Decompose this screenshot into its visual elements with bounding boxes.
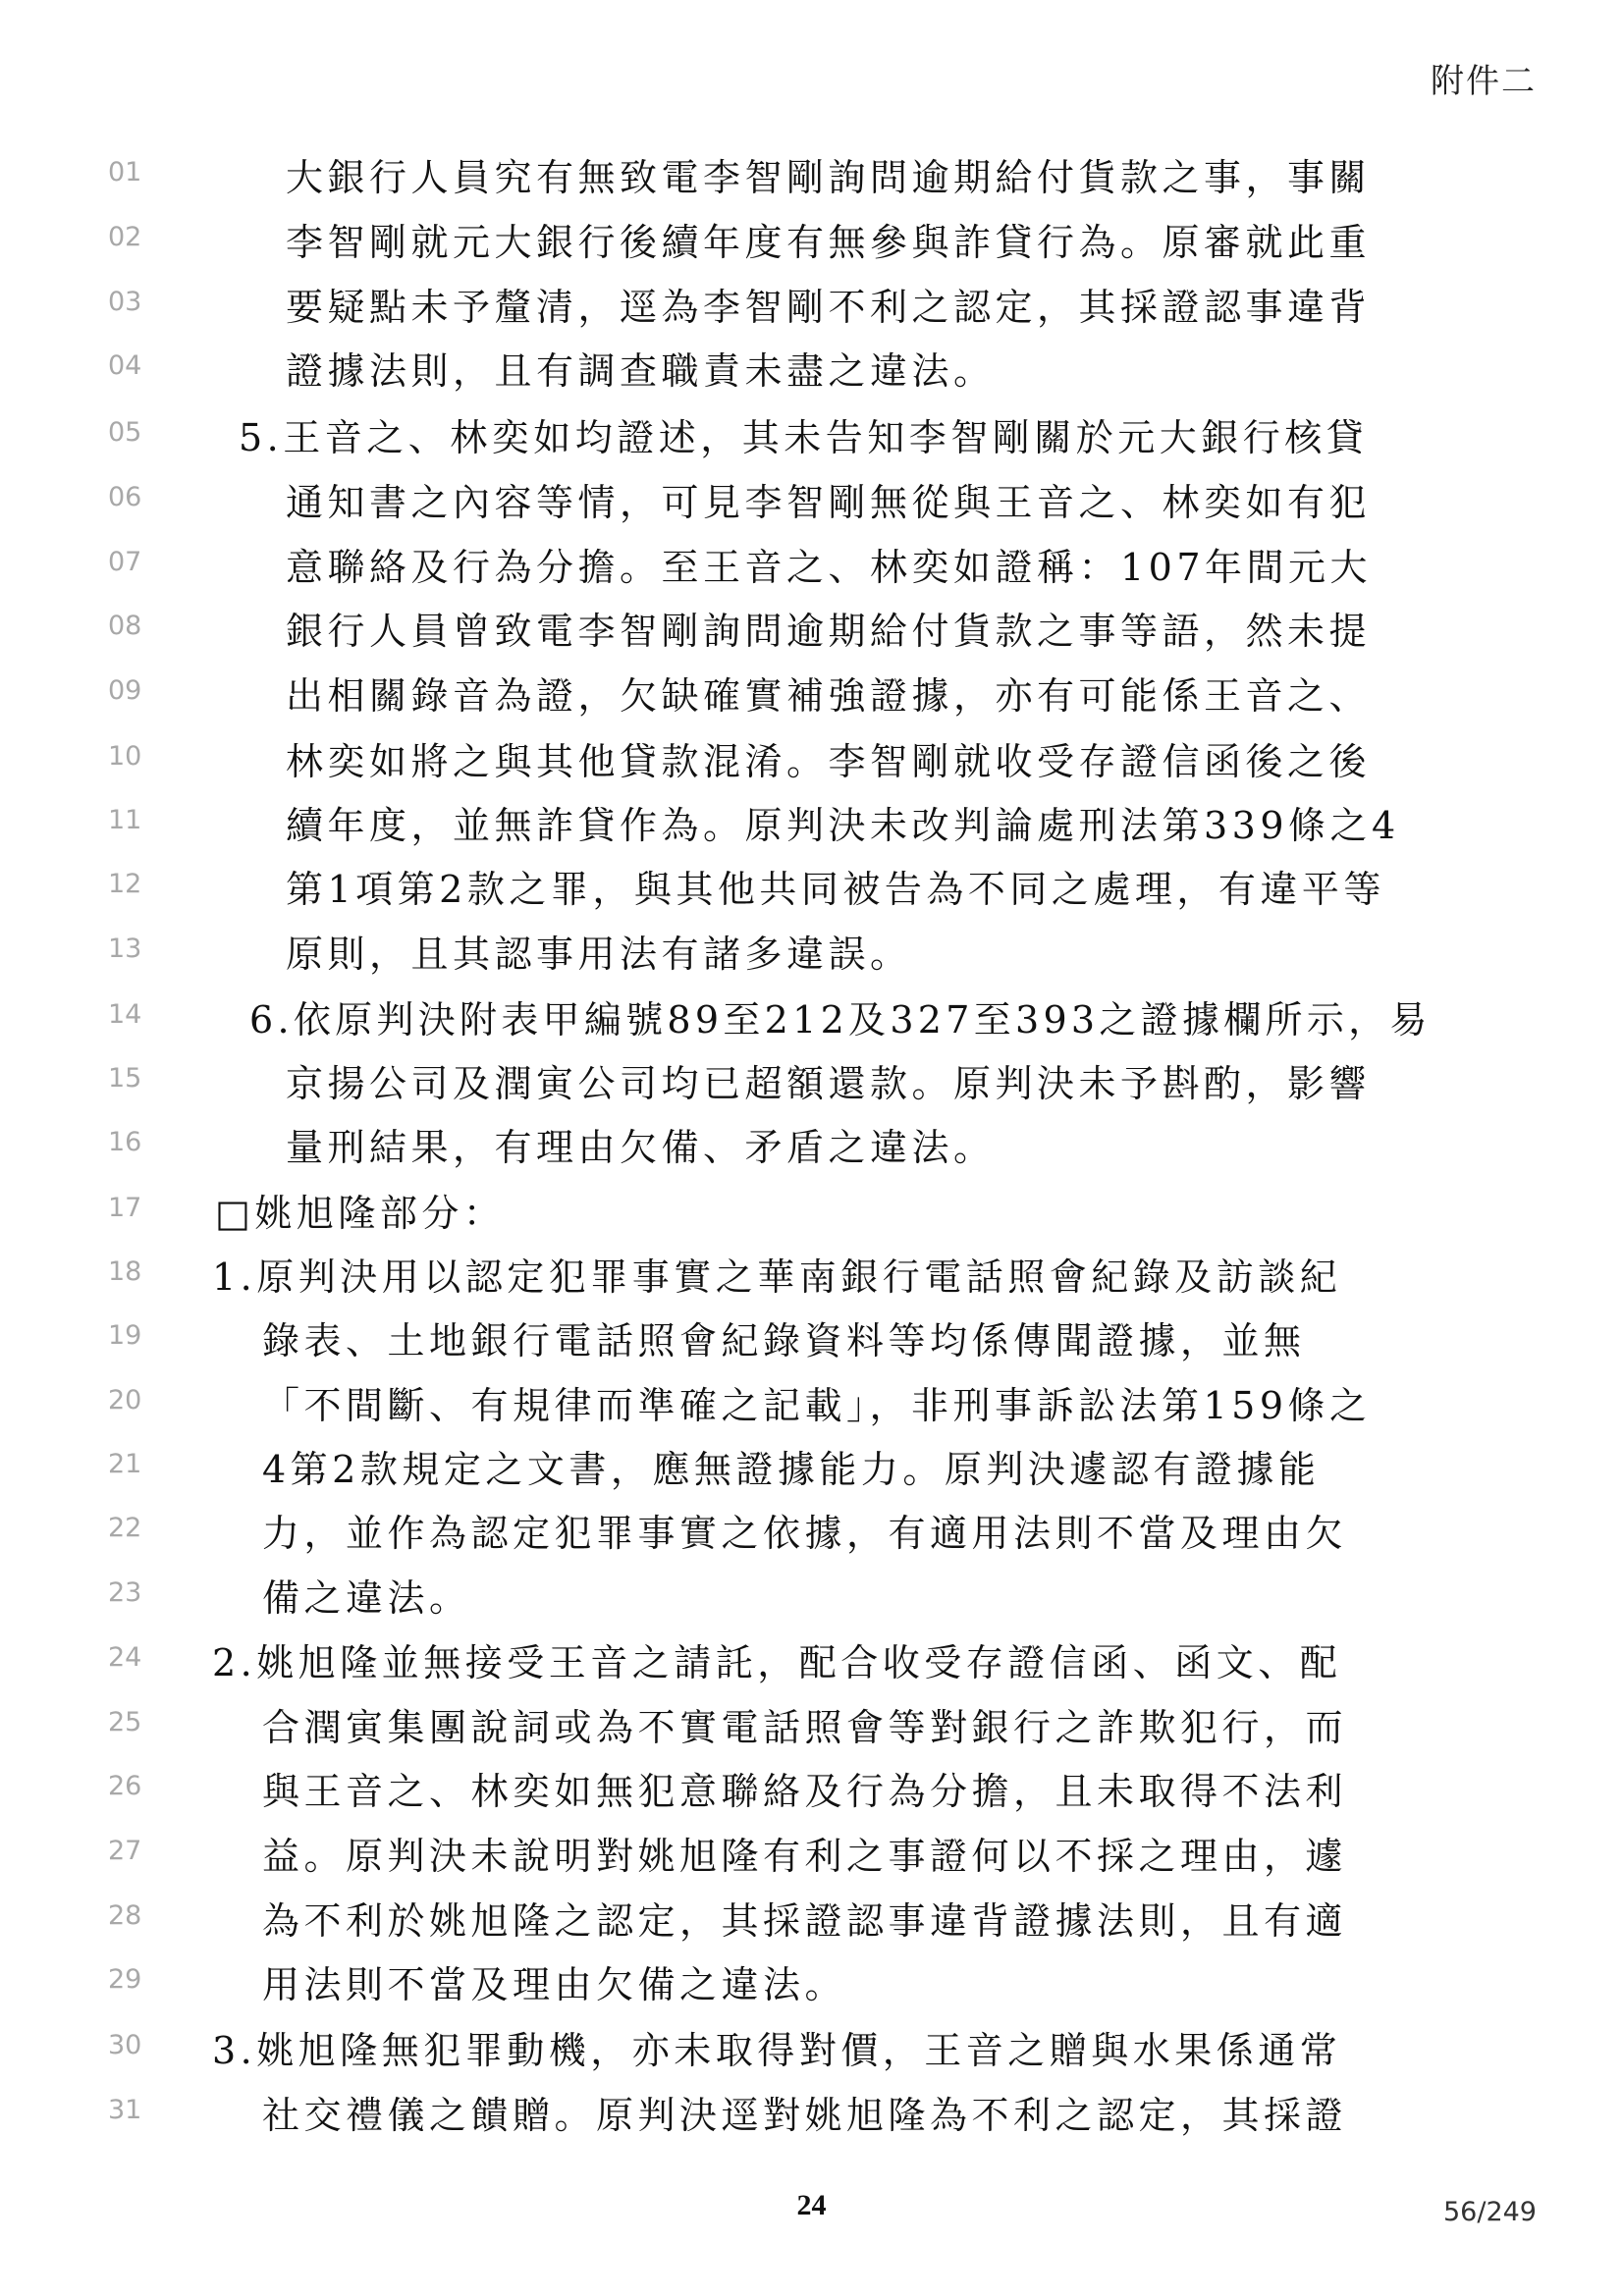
line-number: 21 [108,1449,142,1479]
text-line: 李智剛就元大銀行後續年度有無參與詐貸行為。原審就此重 [286,221,1372,264]
line-number: 18 [108,1256,142,1287]
text-line: 「不間斷、有規律而準確之記載」，非刑事訴訟法第159條之 [262,1384,1372,1427]
line-number: 23 [108,1577,142,1608]
line-number: 29 [108,1964,142,1995]
line-number: 17 [108,1193,142,1223]
text-line: 用法則不當及理由欠備之違法。 [262,1963,847,2006]
line-number: 19 [108,1320,142,1351]
text-line: 錄表、土地銀行電話照會紀錄資料等均係傳聞證據，並無 [262,1319,1306,1362]
text-line: 4第2款規定之文書，應無證據能力。原判決遽認有證據能 [262,1448,1321,1491]
line-number: 05 [108,417,142,448]
line-number: 15 [108,1063,142,1094]
text-line: 益。原判決未說明對姚旭隆有利之事證何以不採之理由，遽 [262,1835,1348,1878]
text-line: 原則，且其認事用法有諸多違誤。 [286,933,912,976]
text-line: 5.王音之、林奕如均證述，其未告知李智剛關於元大銀行核貸 [239,416,1369,459]
line-number: 28 [108,1900,142,1931]
line-number: 13 [108,934,142,964]
line-number: 10 [108,741,142,772]
page-number: 24 [796,2189,827,2221]
text-line: 社交禮儀之饋贈。原判決逕對姚旭隆為不利之認定，其採證 [262,2094,1348,2137]
text-line: 要疑點未予釐清，逕為李智剛不利之認定，其採證認事違背 [286,286,1372,329]
text-line: 量刑結果，有理由欠備、矛盾之違法。 [286,1126,996,1169]
line-number: 22 [108,1513,142,1543]
text-line: 銀行人員曾致電李智剛詢問逾期給付貨款之事等語，然未提 [286,610,1372,653]
text-line: 與王音之、林奕如無犯意聯絡及行為分擔，且未取得不法利 [262,1770,1348,1813]
text-line: 6.依原判決附表甲編號89至212及327至393之證據欄所示，易 [249,998,1432,1041]
text-line: 出相關錄音為證，欠缺確實補強證據，亦有可能係王音之、 [286,674,1372,718]
line-number: 06 [108,482,142,512]
line-number: 09 [108,675,142,706]
line-number: 26 [108,1771,142,1801]
text-line: 3.姚旭隆無犯罪動機，亦未取得對價，王音之贈與水果係通常 [212,2029,1342,2072]
text-line: 大銀行人員究有無致電李智剛詢問逾期給付貨款之事，事關 [286,156,1372,199]
line-number: 27 [108,1836,142,1866]
text-line: 意聯絡及行為分擔。至王音之、林奕如證稱：107年間元大 [286,546,1373,589]
line-number: 24 [108,1642,142,1673]
text-line: 備之違法。 [262,1576,471,1620]
line-number: 11 [108,805,142,835]
line-number: 03 [108,287,142,317]
line-number: 01 [108,157,142,187]
line-number: 25 [108,1707,142,1737]
line-number: 30 [108,2030,142,2060]
text-line: 證據法則，且有調查職責未盡之違法。 [286,349,996,393]
line-number: 07 [108,547,142,577]
text-line: 為不利於姚旭隆之認定，其採證認事違背證據法則，且有適 [262,1899,1348,1943]
line-number: 02 [108,222,142,252]
line-number: 04 [108,350,142,381]
text-line: 合潤寅集團說詞或為不實電話照會等對銀行之詐欺犯行，而 [262,1706,1348,1749]
text-line: 2.姚旭隆並無接受王音之請託，配合收受存證信函、函文、配 [212,1641,1342,1684]
text-line: 第1項第2款之罪，與其他共同被告為不同之處理，有違平等 [286,868,1385,911]
text-line: 京揚公司及潤寅公司均已超額還款。原判決未予斟酌，影響 [286,1062,1372,1105]
text-line: □姚旭隆部分： [215,1192,506,1235]
text-line: 續年度，並無詐貸作為。原判決未改判論處刑法第339條之4 [286,804,1400,847]
line-number: 16 [108,1127,142,1157]
text-line: 林奕如將之與其他貸款混淆。李智剛就收受存證信函後之後 [286,740,1372,783]
text-line: 1.原判決用以認定犯罪事實之華南銀行電話照會紀錄及訪談紀 [212,1255,1342,1299]
page-count: 56/249 [1443,2197,1537,2227]
line-number: 08 [108,611,142,641]
line-number: 20 [108,1385,142,1415]
attachment-label: 附件二 [1431,62,1537,101]
line-number: 14 [108,999,142,1030]
line-number: 31 [108,2095,142,2125]
line-number: 12 [108,869,142,899]
text-line: 通知書之內容等情，可見李智剛無從與王音之、林奕如有犯 [286,481,1372,524]
text-line: 力，並作為認定犯罪事實之依據，有適用法則不當及理由欠 [262,1512,1348,1555]
